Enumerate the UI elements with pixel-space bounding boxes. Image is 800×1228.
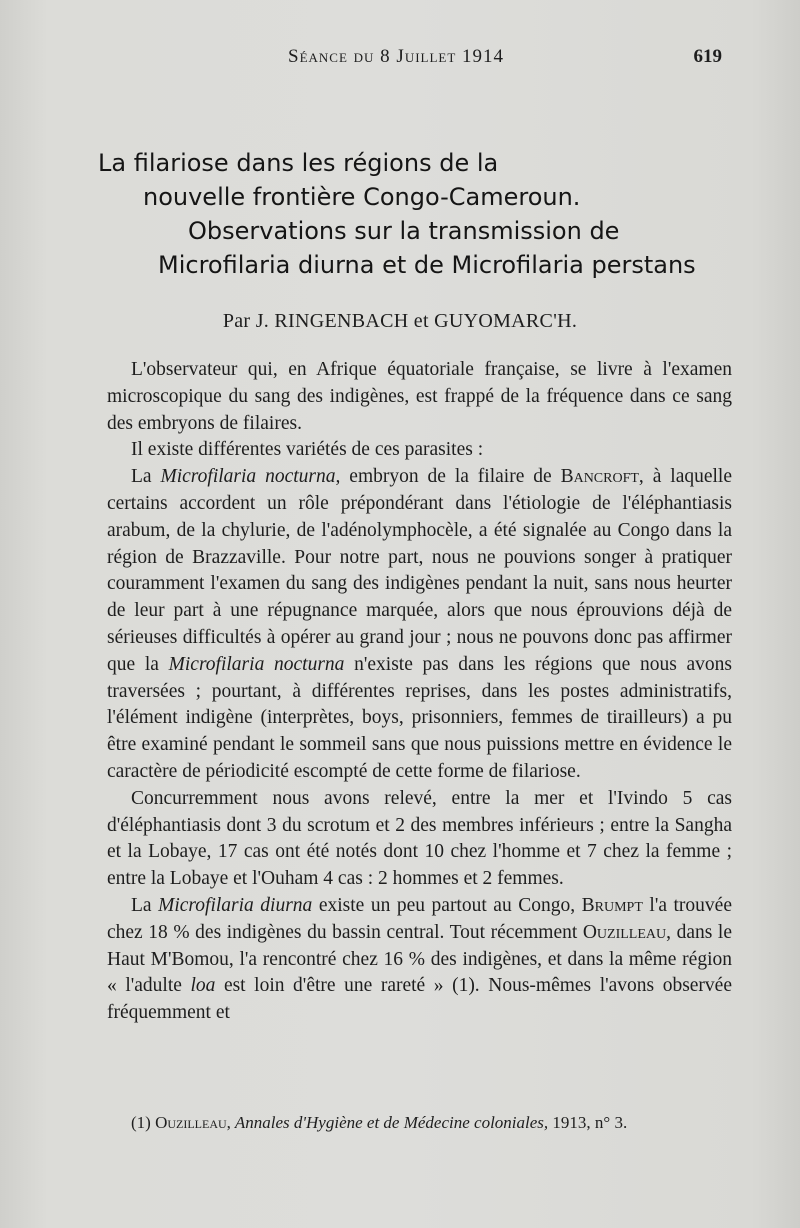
text-run: n'existe pas dans les régions que nous avons traversées ; pourtant, à différentes reprises, dans les postes administratifs, l'élément indigène (interprètes, boys, prisonniers, femmes de tirailleurs) a pu être examiné pendant le sommeil sans que nous puissions mettre en évidence le caractère de périodicité escompté de cette forme de filariose. — [107, 653, 732, 782]
paragraph-2: Il existe différentes variétés de ces parasites : — [131, 439, 484, 461]
author-name: Bancroft, — [560, 466, 644, 488]
paragraph-3 — [107, 464, 732, 786]
page-number: 619 — [693, 46, 722, 67]
running-title: Séance du 8 Juillet 1914 — [288, 46, 505, 67]
title-line-4: Microfilaria diurna et de Microfilaria perstans — [158, 251, 696, 279]
text-run: embryon de la filaire de — [340, 466, 561, 488]
title-line-3: Observations sur la transmission de — [188, 217, 620, 245]
author-name: Ouzilleau, — [582, 921, 672, 943]
footnote-author: Ouzilleau, — [155, 1113, 231, 1132]
footnote-marker: (1) — [131, 1113, 156, 1132]
species-name: Microfilaria nocturna, — [160, 466, 341, 488]
title-line-2: nouvelle frontière Congo-Cameroun. — [143, 183, 581, 211]
footnote-ref: 1913, n° 3. — [548, 1113, 628, 1132]
paragraph-4: Concurremment nous avons relevé, entre la mer et l'Ivindo 5 cas d'éléphantiasis dont 3 du scrotum et 2 des membres inférieurs ; entre la Sangha et la Lobaye, 17 cas ont été notés dont 10 chez l'homme et 7 chez la femme ; entre la Lobaye et l'Ouham 4 cas : 2 hommes et 2 femmes. — [107, 787, 732, 890]
paragraph-1: L'observateur qui, en Afrique équatoriale française, se livre à l'examen microscopique du sang des indigènes, est frappé de la fréquence dans ce sang des embryons de filaires. — [107, 359, 732, 434]
text-run: est loin d'être une rareté » (1). Nous-mêmes l'avons observée fréquemment et — [107, 975, 732, 1024]
footnote-journal: Annales d'Hygiène et de Médecine coloniales, — [230, 1113, 549, 1132]
species-name: loa — [190, 975, 216, 997]
species-name: Microfilaria diurna — [158, 894, 313, 916]
author-name: Brumpt — [581, 894, 643, 916]
text-run: existe un peu partout au Congo, — [312, 894, 582, 916]
species-name: Microfilaria nocturna — [168, 653, 345, 675]
footnote — [107, 1113, 745, 1133]
text-run: La — [131, 466, 161, 488]
text-run: à laquelle certains accordent un rôle prépondérant dans l'étiologie de l'éléphantiasis arabum, de la chylurie, de l'adénolymphocèle, a été signalée au Congo dans la région de Brazzaville. Pour notre part, nous ne pouvions songer à pratiquer couramment l'examen du sang des indigènes pendant la nuit, sans nous heurter de leur part à une répugnance marquée, alors que nous éprouvions déjà de sérieuses difficultés à opérer au grand jour ; nous ne pouvons donc pas affirmer que la — [107, 466, 733, 675]
byline: Par J. RINGENBACH et GUYOMARC'H. — [222, 310, 578, 332]
text-run: l'a trouvée chez 18 % des indigènes du bassin central. Tout récemment — [107, 894, 732, 943]
text-run: La — [131, 894, 159, 916]
page-header — [100, 44, 730, 74]
text-run: dans le Haut M'Bomou, l'a rencontré chez 16 % des indigènes, et dans la même région « l'adulte — [107, 921, 732, 997]
article-body — [107, 357, 732, 1027]
title-line-1: La filariose dans les régions de la — [98, 149, 499, 177]
article-title — [96, 146, 746, 282]
paragraph-5 — [107, 893, 732, 1027]
